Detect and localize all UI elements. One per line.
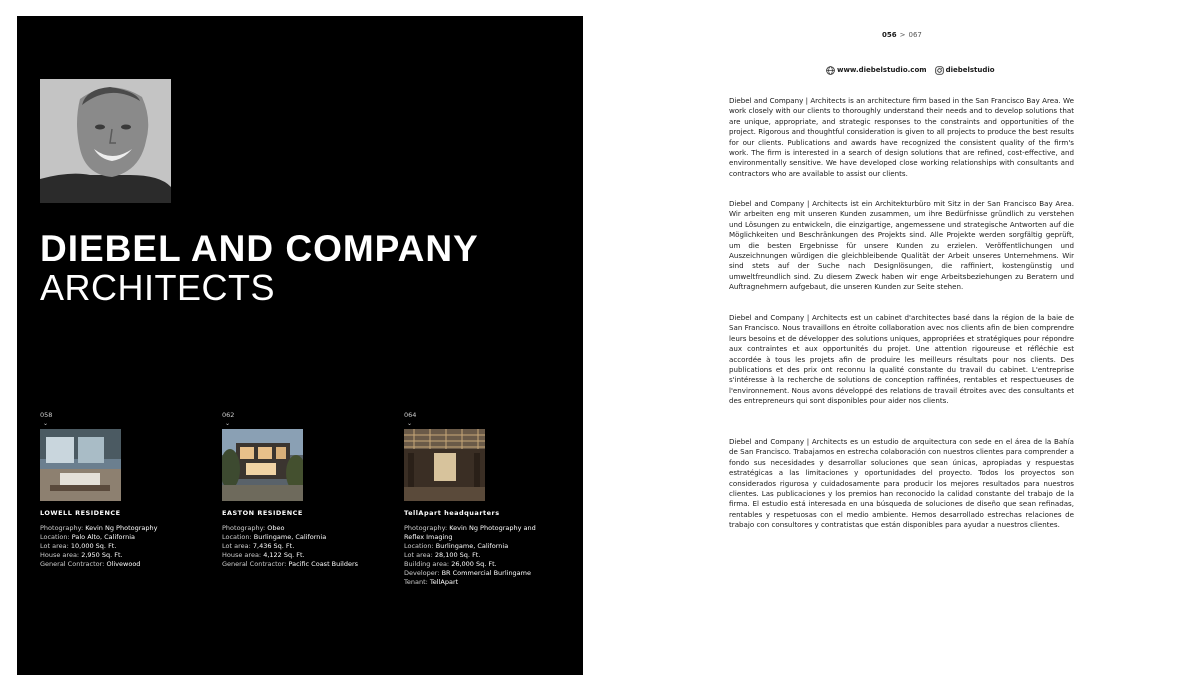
detail-value: 2,950 Sq. Ft. xyxy=(81,551,123,559)
project-page-number: 058 xyxy=(40,411,53,419)
detail-key: Lot area: xyxy=(222,542,251,550)
firm-name-heading: DIEBEL AND COMPANY xyxy=(40,228,479,269)
chevron-down-icon: ⌄ xyxy=(43,420,49,427)
detail-value: 26,000 Sq. Ft. xyxy=(451,560,497,568)
detail-row xyxy=(404,542,569,551)
current-page-number: 056 xyxy=(882,31,897,39)
detail-row xyxy=(40,560,205,569)
detail-row xyxy=(222,560,387,569)
detail-row xyxy=(222,533,387,542)
detail-value: Kevin Ng Photography xyxy=(85,524,158,532)
project-tellapart-headquarters xyxy=(404,411,569,587)
detail-row xyxy=(404,569,569,578)
detail-value: Burlingame, California xyxy=(253,533,327,541)
detail-key: Building area: xyxy=(404,560,450,568)
contact-links xyxy=(826,65,995,75)
website-link[interactable]: www.diebelstudio.com xyxy=(837,66,927,74)
project-photo xyxy=(404,429,485,501)
detail-key: Location: xyxy=(40,533,70,541)
detail-row xyxy=(404,524,554,542)
detail-row xyxy=(40,524,205,533)
detail-value: Pacific Coast Builders xyxy=(288,560,359,568)
detail-value: Kevin Ng Photography and Reflex Imaging xyxy=(404,524,536,541)
detail-key: General Contractor: xyxy=(40,560,105,568)
detail-value: Obeo xyxy=(267,524,285,532)
detail-value: Olivewood xyxy=(106,560,141,568)
instagram-handle-link[interactable]: diebelstudio xyxy=(945,66,995,74)
detail-key: Photography: xyxy=(404,524,448,532)
firm-subtitle-heading: ARCHITECTS xyxy=(40,267,276,308)
detail-row xyxy=(404,551,569,560)
detail-key: Location: xyxy=(222,533,252,541)
description-spanish: Diebel and Company | Architects es un estudio de arquitectura con sede en el área de la Bahía de San Francisco. Trabajamos en estrecha colaboración con nuestros clientes para comprender a fondo sus necesidades y desarrollar soluciones que sean únicas, apropiadas y respuestas estratégicas a las limitaciones y oportunidades del proyecto. Todos los proyectos son considerados rigurosa y cuidadosamente para producir los mejores resultados para nuestros clientes. Las publicaciones y los premios han reconocido la calidad constante del trabajo de la firma. El estudio está interesada en una búsqueda de soluciones de diseño que sean refinadas, rentables y respetuosas con el medio ambiente. Hemos desarrollado estrechas relaciones de trabajo con consultores y contratistas que están disponibles para ayudar a nuestros clientes. xyxy=(729,437,1074,530)
instagram-icon xyxy=(935,66,944,75)
detail-value: 4,122 Sq. Ft. xyxy=(263,551,305,559)
page-number-range xyxy=(882,31,922,40)
detail-row xyxy=(404,578,569,587)
detail-key: Tenant: xyxy=(404,578,428,586)
detail-key: Lot area: xyxy=(40,542,69,550)
project-page-number: 064 xyxy=(404,411,417,419)
detail-key: Developer: xyxy=(404,569,440,577)
description-german: Diebel and Company | Architects ist ein Architekturbüro mit Sitz in der San Francisco Bay Area. Wir arbeiten eng mit unseren Kunden zusammen, um ihre Bedürfnisse gründlich zu verstehen und Lösungen zu entwickeln, die einzigartige, angemessene und strategische Antworten auf die Möglichkeiten und Beschränkungen des Projekts sind. Alle Projekte werden sorgfältig geprüft, um die besten Ergebnisse für unsere Kunden zu erzielen. Veröffentlichungen und Auszeichnungen würdigen die gleichbleibende Qualität der Arbeit unseres Unternehmens. Wir sind stets auf der Suche nach Designlösungen, die raffiniert, kostengünstig und umweltfreundlich sind. Zu diesem Zweck haben wir enge Arbeitsbeziehungen zu Beratern und Auftragnehmern aufgebaut, die unseren Kunden zur Seite stehen. xyxy=(729,199,1074,292)
detail-row xyxy=(222,524,387,533)
detail-value: 28,100 Sq. Ft. xyxy=(434,551,481,559)
chevron-down-icon: ⌄ xyxy=(407,420,413,427)
detail-row xyxy=(40,551,205,560)
detail-key: House area: xyxy=(222,551,262,559)
detail-row xyxy=(40,533,205,542)
project-details xyxy=(222,524,387,569)
detail-value: BR Commercial Burlingame xyxy=(441,569,532,577)
detail-row xyxy=(222,542,387,551)
description-english: Diebel and Company | Architects is an architecture firm based in the San Francisco Bay Area. We work closely with our clients to thoroughly understand their needs and to develop solutions that are unique, appropriate, and strategic responses to the constraints and opportunities of the project. Rigorous and thoughtful consideration is given to all projects to produce the best results for our clients. Publications and awards have recognized the consistent quality of the firm's work. The firm is interested in a search of design solutions that are refined, cost-effective, and environmentally sensitive. We have developed close working relationships with consultants and contractors who are available to assist our clients. xyxy=(729,96,1074,178)
end-page-number: 067 xyxy=(908,31,922,39)
detail-value: 7,436 Sq. Ft. xyxy=(252,542,295,550)
project-details xyxy=(40,524,205,569)
project-photo xyxy=(40,429,121,501)
detail-key: Location: xyxy=(404,542,434,550)
detail-key: House area: xyxy=(40,551,80,559)
project-photo xyxy=(222,429,303,501)
chevron-down-icon: ⌄ xyxy=(225,420,231,427)
project-lowell-residence xyxy=(40,411,205,569)
detail-value: Palo Alto, California xyxy=(71,533,136,541)
detail-key: Photography: xyxy=(40,524,84,532)
detail-value: 10,000 Sq. Ft. xyxy=(70,542,117,550)
detail-key: Photography: xyxy=(222,524,266,532)
project-title: TellApart headquarters xyxy=(404,509,500,517)
project-page-number: 062 xyxy=(222,411,235,419)
project-easton-residence xyxy=(222,411,387,569)
globe-icon xyxy=(826,66,835,75)
detail-value: Burlingame, California xyxy=(435,542,509,550)
project-details xyxy=(404,524,569,587)
detail-key: General Contractor: xyxy=(222,560,287,568)
detail-row xyxy=(40,542,205,551)
detail-row xyxy=(404,560,569,569)
project-title: LOWELL RESIDENCE xyxy=(40,509,121,517)
detail-value: TellApart xyxy=(429,578,459,586)
project-title: EASTON RESIDENCE xyxy=(222,509,303,517)
detail-row xyxy=(222,551,387,560)
left-page xyxy=(17,16,583,675)
architect-portrait-photo xyxy=(40,79,171,203)
description-french: Diebel and Company | Architects est un cabinet d'architectes basé dans la région de la baie de San Francisco. Nous travaillons en étroite collaboration avec nos clients afin de bien comprendre leurs besoins et de développer des solutions uniques, appropriées et stratégiques pour répondre aux contraintes et aux opportunités du projet. Une attention rigoureuse et réfléchie est accordée à tous les projets afin de produire les meilleurs résultats pour nos clients. Des publications et des prix ont reconnu la qualité constante du travail du cabinet. L'entreprise s'intéresse à la recherche de solutions de conception raffinées, rentables et respectueuses de l'environnement. Nous avons développé des relations de travail étroites avec des consultants et des entrepreneurs qui sont disponibles pour aider nos clients. xyxy=(729,313,1074,406)
detail-key: Lot area: xyxy=(404,551,433,559)
page-separator: > xyxy=(899,31,906,39)
